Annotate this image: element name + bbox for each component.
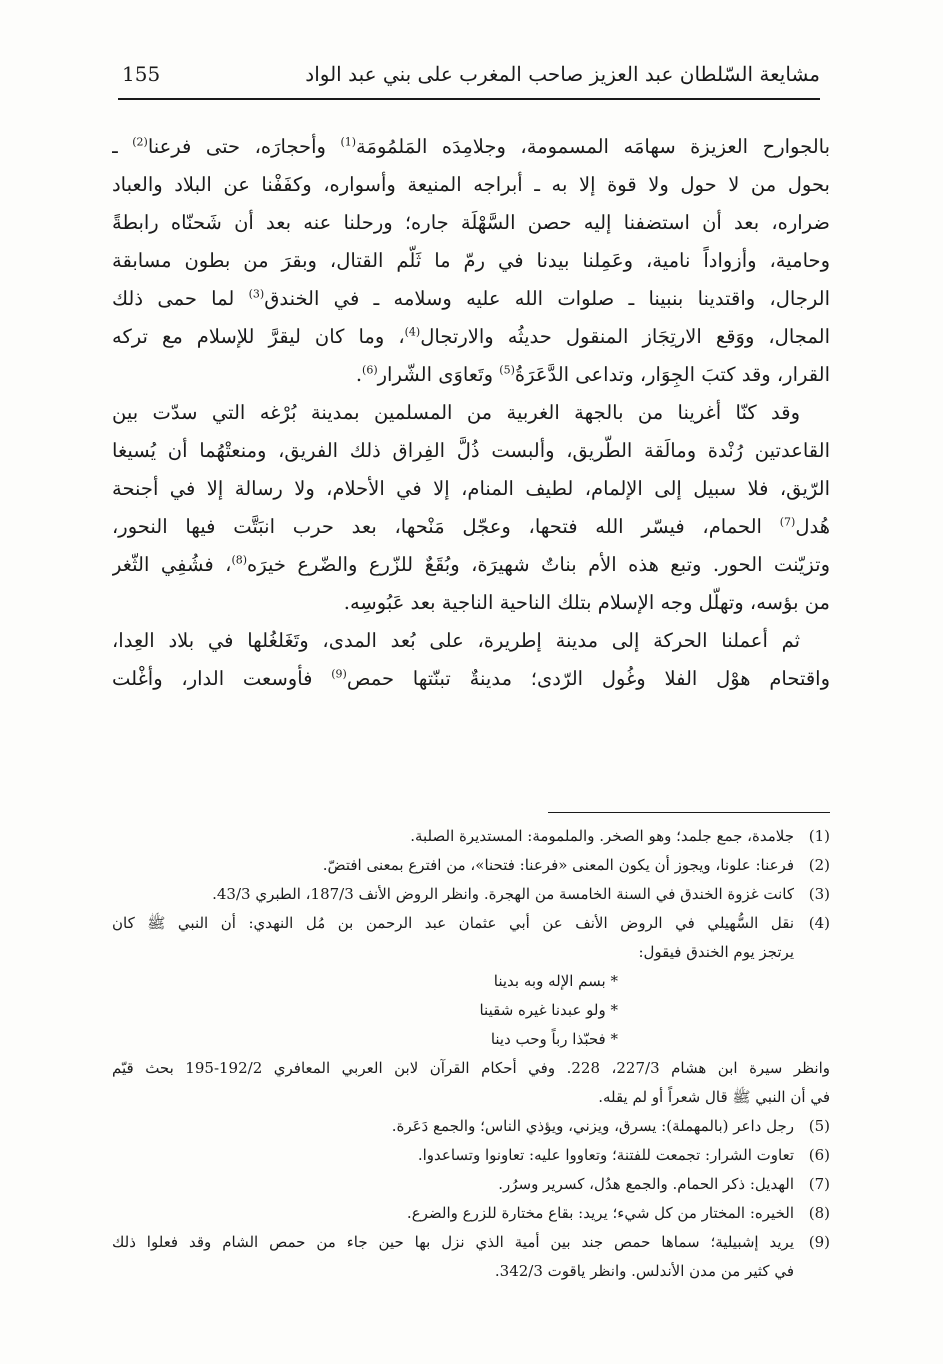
- footnote-ref[interactable]: (8): [231, 553, 248, 567]
- text-line: من بؤسه، وتهلّل وجه الإسلام بتلك الناحية الناجية بعد عَبُوسِه.: [343, 591, 830, 614]
- footnote-ref[interactable]: (6): [362, 363, 378, 377]
- footnote-1: (1) جلامدة، جمع جلمد؛ وهو الصخر. والملمومة: المستديرة الصلبة.: [112, 822, 830, 851]
- footnote-4: (4) نقل السُّهيلي في الروض الأنف عن أبي عثمان عبد الرحمن بن مُل النهدي: أن النبي ﷺ كان يرتجز يوم الخندق فيقول: * بسم الإله وبه بدينا * ولو عبدنا غيره شقينا * فحبّذا رباً وحب دينا: [112, 909, 830, 1054]
- footnote-8: (8) الخيره: المختار من كل شيء؛ يريد: بقاع مختارة للزرع والضرع.: [112, 1199, 830, 1228]
- footnote-3: (3) كانت غزوة الخندق في السنة الخامسة من الهجرة. وانظر الروض الأنف 187/3، الطبري 43/3.: [112, 880, 830, 909]
- text-line: الرّيق، فلا سبيل إلى الإلمام، لطيف المنام، إلا في الأحلام، ولا رسالة إلا في أجنحة: [112, 477, 830, 500]
- footnote-9: (9) يريد إشبيلية؛ سماها حمص جند بين أمية الذي نزل بها حين جاء من حمص الشام وقد فعلوا ذلك في كثير من مدن الأندلس. وانظر ياقوت 342/3.: [112, 1228, 830, 1286]
- footnote-5: (5) رجل داعر (بالمهملة): يسرق، ويزني، ويؤذي الناس؛ والجمع دَعَرة.: [112, 1112, 830, 1141]
- text-line: وحامية، وأزواداً نامية، وعَمِلنا بيدنا في رمّ ما ثَلّم القتال، وبقرَ من بطون مسابقة: [112, 249, 830, 272]
- running-header: [118, 56, 820, 100]
- footnotes: [112, 822, 830, 1286]
- verse-line: * ولو عبدنا غيره شقينا: [479, 1001, 618, 1019]
- footnote-ref[interactable]: (4): [404, 325, 421, 339]
- footnote-number: (2): [808, 856, 830, 874]
- header-title: مشايعة السّلطان عبد العزيز صاحب المغرب على بني عبد الواد: [305, 62, 820, 86]
- footnote-4-cont: وانظر سيرة ابن هشام 227/3، 228. وفي أحكام القرآن لابن العربي المعافري 192/2-195 بحث قيّم في أن النبي ﷺ قال شعراً أو لم يقله.: [112, 1059, 830, 1106]
- footnote-number: (6): [808, 1146, 830, 1164]
- footnote-ref[interactable]: (9): [331, 667, 347, 681]
- footnote-ref[interactable]: (1): [340, 135, 357, 149]
- header-rule: [118, 98, 820, 100]
- footnote-7: (7) الهديل: ذكر الحمام. والجمع هدُل، كسرير وسرُر.: [112, 1170, 830, 1199]
- text-line: ثم أعملنا الحركة إلى مدينة إطريرة، على بُعد المدى، وتَغَلغُلها في بلاد العِدا،: [112, 629, 800, 652]
- text-line: وتزيّنت الحور. وتبع هذه الأم بناتٌ شهيرَة، وبُقَعٌ للزّرع والضّرع خيرَه$^{(8)}$، فشُفِي الثّغر: [112, 553, 830, 576]
- footnote-number: (3): [808, 885, 830, 903]
- footnote-ref[interactable]: (2): [132, 135, 148, 149]
- text-line: هُدل$^{(7)}$ الحمام، فيسّر الله فتحها، وعجّل مَنْحها، بعد حرب انبَتَّت فيها النحور،: [112, 515, 830, 538]
- footnote-ref[interactable]: (5): [499, 363, 515, 377]
- text-line: القرار، وقد كتبَ الجِوَار، وتداعى الدَّعَرَةُ$^{(5)}$ وتَعاوَى الشّرار$^{(6)}$.: [355, 363, 830, 386]
- footnote-number: (8): [808, 1204, 830, 1222]
- main-text: [112, 128, 830, 698]
- footnote-separator: [548, 812, 830, 813]
- text-line: بالجوارح العزيزة سهامَه المسمومة، وجلامِدَه المَلمُومَة$^{(1)}$ وأحجارَه، حتى فرعنا$^{(2)}$ ـ: [112, 135, 830, 158]
- footnote-6: (6) تعاوت الشرار: تجمعت للفتنة؛ وتعاووا عليه: تعاونوا وتساعدوا.: [112, 1141, 830, 1170]
- verse-line: * فحبّذا رباً وحب دينا: [490, 1030, 618, 1048]
- text-line: المجال، ووَقع الارتِجَاز المنقول حديثُه والارتجال$^{(4)}$، وما كان ليقرَّ للإسلام مع تركه: [112, 325, 830, 348]
- text-line: القاعدتين رُنْدة ومالَقة الطّريق، وألبست ذُلَّ الفِراق ذلك الفريق، ومنعتْهُما أن يُسيغا: [112, 439, 830, 462]
- footnote-number: (4): [808, 914, 830, 932]
- footnote-ref[interactable]: (3): [248, 287, 265, 301]
- text-line: بحول من لا حول ولا قوة إلا به ـ أبراجه المنيعة وأسواره، وكفَفْنا عن البلاد والعباد: [112, 173, 830, 196]
- footnote-2: (2) فرعنا: علونا، ويجوز أن يكون المعنى «فرعنا: فتحنا»، من افترع بمعنى افتضّ.: [112, 851, 830, 880]
- footnote-ref[interactable]: (7): [779, 515, 796, 529]
- footnote-number: (1): [808, 827, 830, 845]
- page-number: 155: [122, 62, 161, 86]
- footnote-number: (7): [808, 1175, 830, 1193]
- text-line: الرجال، واقتدينا بنبينا ـ صلوات الله عليه وسلامه ـ في الخندق$^{(3)}$ لما حمى ذلك: [112, 287, 830, 310]
- text-line: واقتحام هوْل الفلا وغُول الرّدى؛ مدينةٌ تبنّتها حمص$^{(9)}$ فأوسعت الدار، وأغْلت: [112, 667, 830, 690]
- footnote-number: (5): [808, 1117, 830, 1135]
- footnote-number: (9): [808, 1233, 830, 1251]
- verse-line: * بسم الإله وبه بدينا: [493, 972, 618, 990]
- text-line: ضراره، بعد أن استضفنا إليه حصن السَّهْلَة جاره؛ ورحلنا عنه بعد أن شَحنّاه رابطةً: [112, 211, 830, 234]
- text-line: وقد كنّا أغرينا من بالجهة الغربية من المسلمين بمدينة بُرْغه التي سدّت بين: [112, 401, 800, 424]
